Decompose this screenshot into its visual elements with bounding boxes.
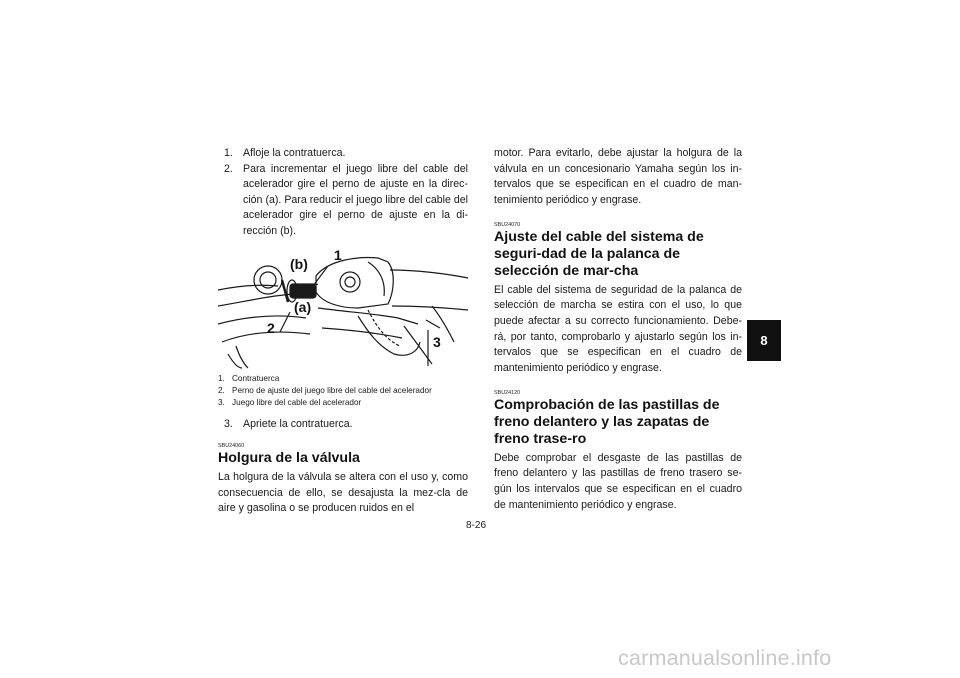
left-column bbox=[218, 146, 468, 517]
right-column bbox=[494, 146, 742, 513]
callout-2: 2 bbox=[267, 319, 275, 336]
step-1: 1. Afloje la contratuerca. bbox=[224, 147, 346, 159]
caption-3: 3. Juego libre del cable del acelerador bbox=[218, 398, 362, 408]
section-code: SBU24120 bbox=[494, 390, 521, 397]
section-code: SBU24070 bbox=[494, 222, 521, 229]
section-heading-valve: Holgura de la válvula bbox=[218, 450, 360, 467]
chapter-tab: 8 bbox=[747, 320, 781, 361]
section-text-brakes: Debe comprobar el desgaste de las pastillas de freno delantero y las pastillas de freno trasero se-gún los intervalos que se especifican en el cuadro de mantenimiento periódico y engrase. bbox=[494, 451, 742, 511]
handlebar-drawing bbox=[218, 246, 468, 369]
step-3: 3. Apriete la contratuerca. bbox=[224, 417, 353, 430]
section-text-cable: El cable del sistema de seguridad de la palanca de selección de marcha se estira con el uso, lo que puede afectar a su correcto funcionamiento. Debe-rá, por tanto, comprobarlo y ajustarlo según los in-tervalos que se especifican en el cuadro de mantenimiento periódico y engrase. bbox=[494, 283, 742, 374]
valve-text-continued: motor. Para evitarlo, debe ajustar la holgura de la válvula en un concesionario Yamaha según los in-tervalos que se especifican en el cuadro de man-tenimiento periódico y engrase. bbox=[494, 147, 742, 206]
watermark: carmanualsonline.info bbox=[618, 646, 832, 670]
callout-1: 1 bbox=[334, 246, 342, 263]
callout-a: (a) bbox=[294, 298, 312, 315]
caption-1: 1. Contratuerca bbox=[218, 373, 280, 383]
section-heading-cable: Ajuste del cable del sistema de seguri-dad de la palanca de selección de mar-cha bbox=[494, 229, 704, 279]
callout-3: 3 bbox=[433, 333, 441, 350]
callout-b: (b) bbox=[290, 255, 308, 272]
section-text-valve: La holgura de la válvula se altera con el uso y, como consecuencia de ello, se desajusta la mez-cla de aire y gasolina o se producen ruidos en el bbox=[218, 471, 468, 515]
section-heading-brakes: Comprobación de las pastillas de freno delantero y las zapatas de freno trase-ro bbox=[494, 397, 720, 447]
steps-list bbox=[218, 146, 468, 240]
page-number: 8-26 bbox=[466, 520, 487, 531]
figure-captions bbox=[218, 373, 468, 410]
throttle-cable-illustration bbox=[218, 246, 468, 369]
section-code: SBU24060 bbox=[218, 443, 245, 450]
steps-list-continued bbox=[218, 417, 468, 433]
caption-2: 2. Perno de ajuste del juego libre del cable del acelerador bbox=[218, 385, 432, 395]
step-2: 2. Para incrementar el juego libre del cable del acelerador gire el perno de ajuste en la direc-ción (a). Para reducir el juego libre del cable del acelerador gire el perno de ajuste en la di-rección (b). bbox=[224, 162, 468, 237]
